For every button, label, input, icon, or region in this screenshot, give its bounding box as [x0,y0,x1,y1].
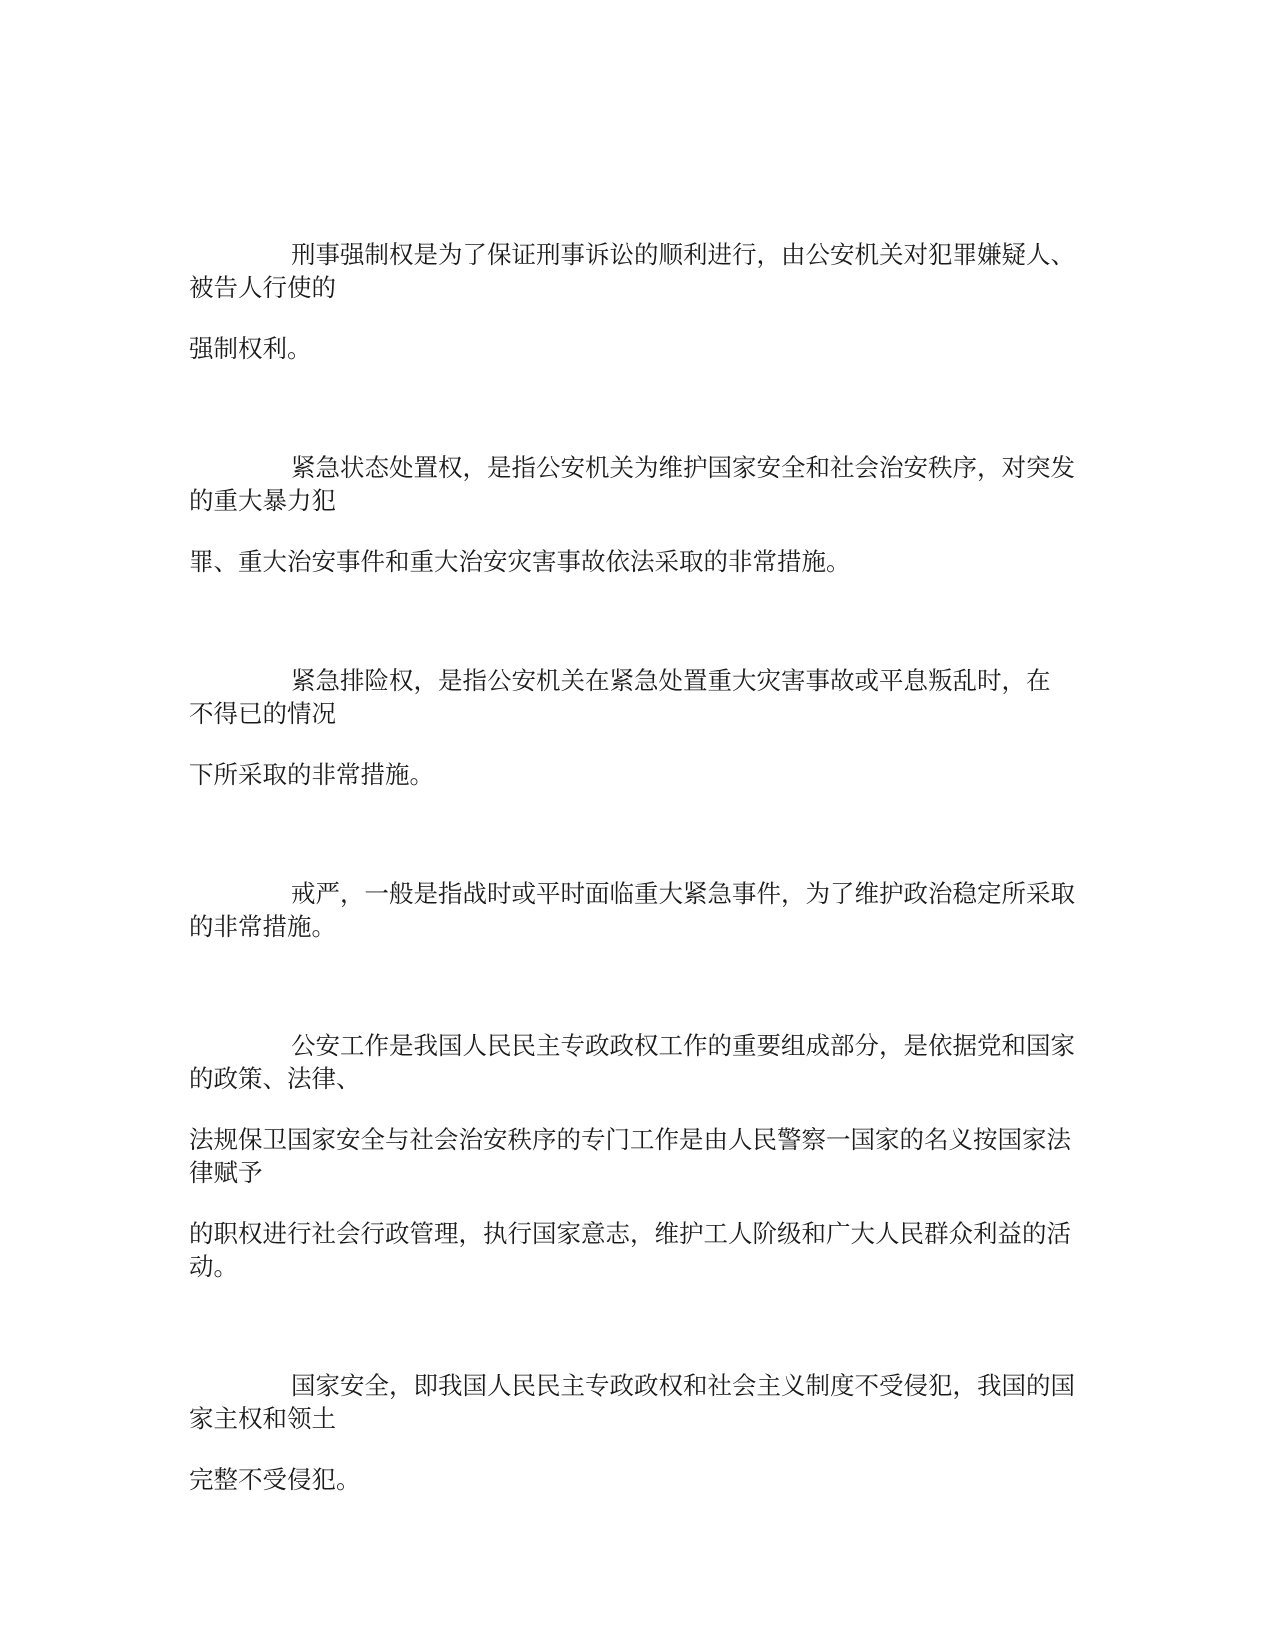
paragraph-5-line-1: 公安工作是我国人民民主专政政权工作的重要组成部分，是依据党和国家 [291,1031,1075,1060]
paragraph-3-line-3: 下所采取的非常措施。 [189,760,434,789]
paragraph-3-line-2: 不得已的情况 [189,699,336,728]
paragraph-6-line-2: 家主权和领土 [189,1404,336,1433]
paragraph-5-line-5: 的职权进行社会行政管理，执行国家意志，维护工人阶级和广大人民群众利益的活 [189,1219,1071,1248]
paragraph-6-line-3: 完整不受侵犯。 [189,1465,361,1494]
paragraph-5-line-3: 法规保卫国家安全与社会治安秩序的专门工作是由人民警察一国家的名义按国家法 [189,1125,1071,1154]
paragraph-2-line-2: 的重大暴力犯 [189,486,336,515]
paragraph-1-line-2: 被告人行使的 [189,273,336,302]
paragraph-2-line-1: 紧急状态处置权，是指公安机关为维护国家安全和社会治安秩序，对突发 [291,453,1075,482]
paragraph-3-line-1: 紧急排险权，是指公安机关在紧急处置重大灾害事故或平息叛乱时，在 [291,666,1051,695]
paragraph-1-line-3: 强制权利。 [189,334,312,363]
paragraph-5-line-4: 律赋予 [189,1158,263,1187]
paragraph-4-line-1: 戒严，一般是指战时或平时面临重大紧急事件，为了维护政治稳定所采取 [291,879,1075,908]
paragraph-5-line-6: 动。 [189,1252,238,1281]
paragraph-5-line-2: 的政策、法律、 [189,1064,361,1093]
paragraph-4-line-2: 的非常措施。 [189,912,336,941]
paragraph-6-line-1: 国家安全，即我国人民民主专政政权和社会主义制度不受侵犯，我国的国 [291,1371,1075,1400]
paragraph-1-line-1: 刑事强制权是为了保证刑事诉讼的顺利进行，由公安机关对犯罪嫌疑人、 [291,240,1075,269]
paragraph-2-line-3: 罪、重大治安事件和重大治安灾害事故依法采取的非常措施。 [189,547,851,576]
